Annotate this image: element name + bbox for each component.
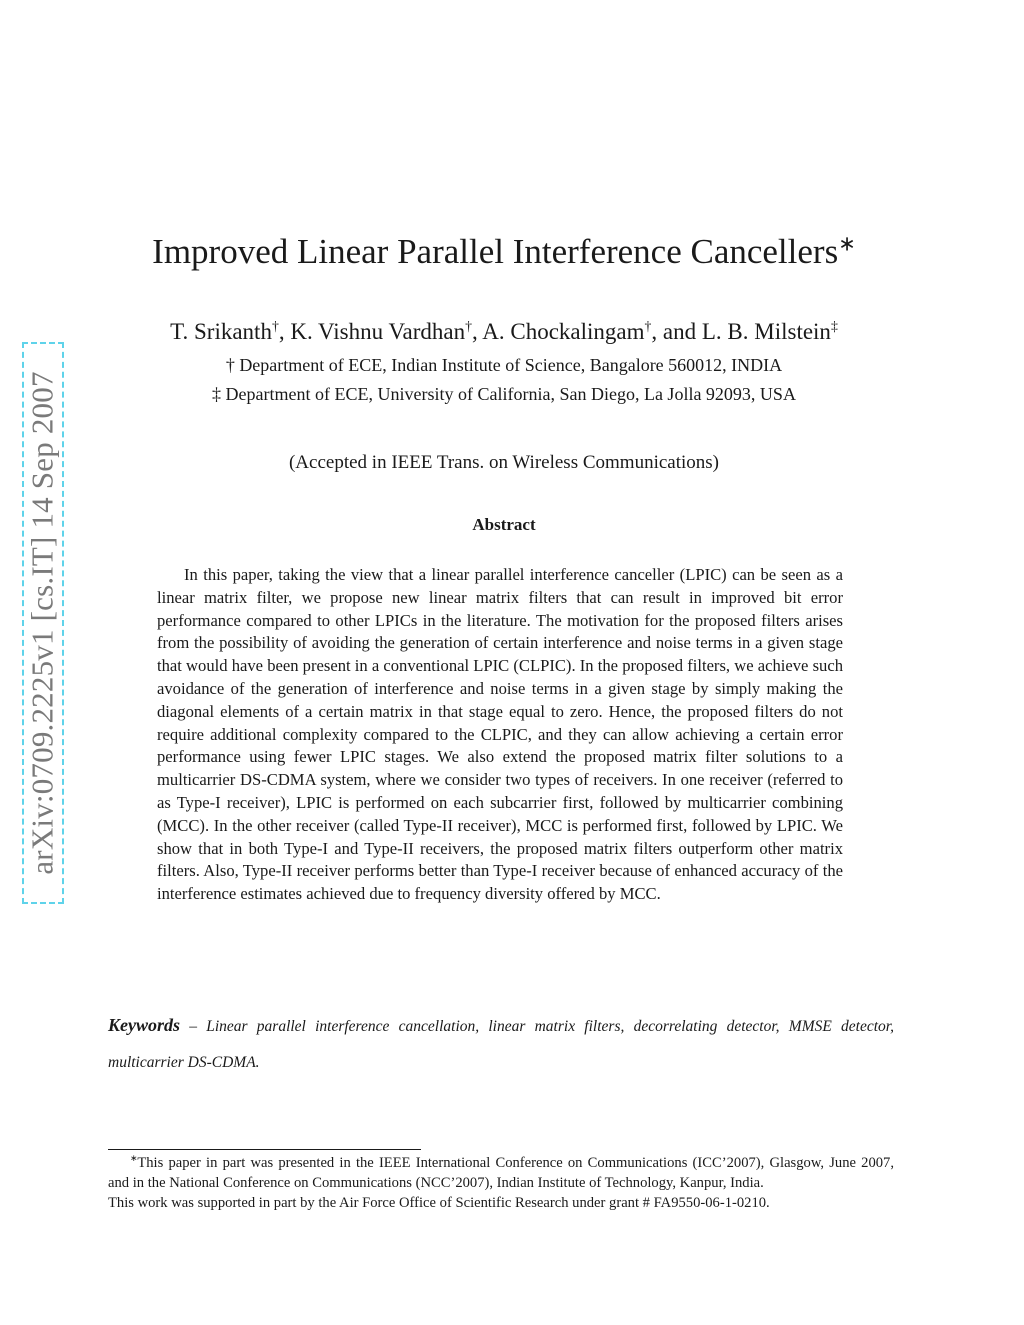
- title-footnote-mark: ∗: [838, 231, 856, 256]
- author-affiliation-mark: †: [271, 318, 279, 334]
- footnotes: [108, 1153, 894, 1213]
- author-affiliation-mark: ‡: [830, 318, 838, 334]
- abstract-heading: Abstract: [472, 515, 536, 534]
- author-separator: , and: [651, 319, 702, 344]
- arxiv-identifier-stamp: [22, 342, 64, 904]
- author-name: K. Vishnu Vardhan: [290, 319, 466, 344]
- keywords-label: Keywords: [108, 1015, 180, 1035]
- paper-title: Improved Linear Parallel Interference Cancellers: [152, 232, 839, 271]
- footnote-presentation: [108, 1153, 894, 1193]
- affiliation-iisc: † Department of ECE, Indian Institute of Science, Bangalore 560012, INDIA: [225, 355, 783, 375]
- acceptance-note: (Accepted in IEEE Trans. on Wireless Communications): [288, 452, 719, 473]
- author-list: [108, 319, 900, 345]
- author-separator: ,: [278, 319, 291, 344]
- author-name: A. Chockalingam: [482, 319, 645, 344]
- abstract-text: In this paper, taking the view that a linear parallel interference canceller (LPIC) can be seen as a linear matrix filter, we propose new linear matrix filters that can result in improved bit error performance compared to other LPICs in the literature. The motivation for the proposed filters arises from the possibility of avoiding the generation of certain interference and noise terms in a given stage that would have been present in a conventional LPIC (CLPIC). In the proposed filters, we achieve such avoidance of the generation of interference and noise terms in a given stage by simply making the diagonal elements of a certain matrix in that stage equal to zero. Hence, the proposed filters do not require additional complexity compared to the CLPIC, and they can allow achieving a certain error performance using fewer LPIC stages. We also extend the proposed matrix filter solutions to a multicarrier DS-CDMA system, where we consider two types of receivers. In one receiver (referred to as Type-I receiver), LPIC is performed on each subcarrier first, followed by multicarrier combining (MCC). In the other receiver (called Type-II receiver), MCC is performed first, followed by LPIC. We show that in both Type-I and Type-II receivers, the proposed matrix filters outperform other matrix filters. Also, Type-II receiver performs better than Type-I receiver because of enhanced accuracy of the interference estimates achieved due to frequency diversity offered by MCC.: [157, 565, 843, 904]
- keywords-dash: –: [180, 1018, 207, 1035]
- keywords-list: Linear parallel interference cancellation, linear matrix filters, decorrelating detector, MMSE detector, multicarrier DS-CDMA.: [108, 1018, 894, 1071]
- footnote-presentation-text: This paper in part was presented in the IEEE International Conference on Communications (ICC’2007), Glasgow, June 2007, and in the National Conference on Communications (NCC’2007), Indian Institute of Technology, Kanpur, India.: [108, 1155, 894, 1191]
- author-separator: ,: [472, 319, 483, 344]
- affiliation-ucsd: ‡ Department of ECE, University of California, San Diego, La Jolla 92093, USA: [212, 384, 796, 404]
- footnote-mark: ∗: [130, 1153, 138, 1164]
- author-name: L. B. Milstein: [701, 319, 831, 344]
- footnote-divider: [108, 1149, 421, 1150]
- author-name: T. Srikanth: [170, 319, 272, 344]
- author-affiliation-mark: †: [465, 318, 473, 334]
- author-affiliation-mark: †: [644, 318, 652, 334]
- keywords-section: [108, 1007, 894, 1081]
- arxiv-identifier-text: arXiv:0709.2225v1 [cs.IT] 14 Sep 2007: [25, 371, 61, 875]
- footnote-funding: This work was supported in part by the Air Force Office of Scientific Research under grant # FA9550-06-1-0210.: [108, 1195, 770, 1211]
- paper-title-block: [108, 232, 900, 272]
